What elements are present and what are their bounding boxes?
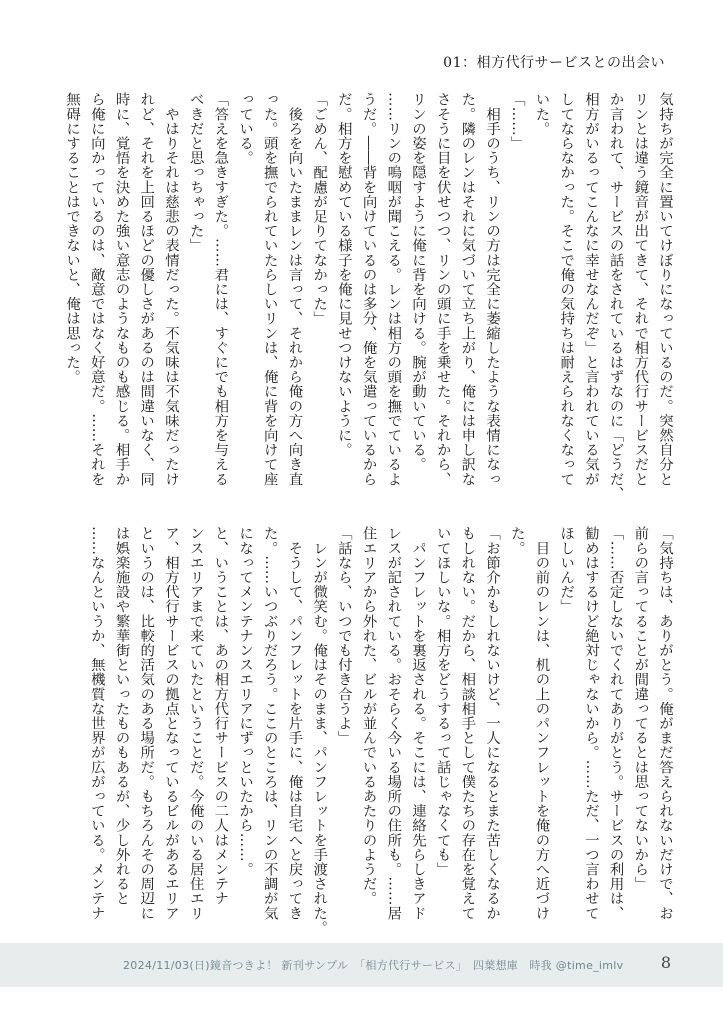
text-line: になってメンテナンスエリアにずっといたから……。 xyxy=(237,526,254,877)
text-line: と、いうことは、あの相方代行サービスの二人はメンテナ xyxy=(212,526,229,906)
text-line: 相方がいるってこんなに幸せなんだぞ」と言われている気が xyxy=(582,92,599,487)
text-line: べきだと思っちゃった」 xyxy=(187,92,204,253)
text-line: った。頭を撫でられていたらしいリンは、俺に背を向けて座 xyxy=(261,92,278,487)
text-line: いた。 xyxy=(533,92,550,136)
text-line: か言われて、サービスの話をされているはずなのに「どうだ、 xyxy=(607,92,624,501)
body-text-upper xyxy=(64,92,677,501)
text-line: は娯楽施設や繁華街といったものもあるが、少し外れると xyxy=(113,526,130,906)
text-line: ア、相方代行サービスの拠点となっているビルがあるエリア xyxy=(162,526,179,921)
footer-bar xyxy=(0,943,723,987)
text-line: だ。相方を慰めている様子を俺に見せつけないように。 xyxy=(335,92,352,457)
text-line: 無碍にすることはできないと、俺は思った。 xyxy=(64,92,81,384)
text-line: っている。 xyxy=(237,92,254,165)
text-line: 相手のうち、リンの方は完全に萎縮したような表情になっ xyxy=(484,92,501,487)
text-line: 目の前のレンは、机の上のパンフレットを俺の方へ近づけ xyxy=(533,526,550,921)
text-line: ンスエリアまで来ていたということだ。今俺のいる居住エリ xyxy=(187,526,204,921)
text-line: ほしいんだ」 xyxy=(558,526,575,614)
text-line: 気持ちが完全に置いてけぼりになっているのだ。突然自分と xyxy=(657,92,673,487)
text-line: いてほしいな。相方をどうするって話じゃなくても」 xyxy=(434,526,451,877)
text-line: してならなかった。そこで俺の気持ちは耐えられなくなって xyxy=(558,92,575,487)
text-line: 「答えを急きすぎた。……君には、すぐにでも相方を与える xyxy=(212,92,229,487)
text-line: 「気持ちは、ありがとう。俺がまだ答えられないだけで、お xyxy=(657,526,673,921)
text-line: た。 xyxy=(508,526,525,556)
text-line: 住エリアから外れた、ビルが並んでいるあたりのようだ。 xyxy=(360,526,377,906)
body-text-lower xyxy=(88,526,677,935)
text-line: うだ。――背を向けているのは多分、俺を気遣っているから xyxy=(360,92,377,487)
text-line: 「……」 xyxy=(508,92,525,151)
chapter-title: 01：相方代行サービスとの出会い xyxy=(443,55,665,71)
text-line: というのは、比較的活気のある場所だ。もちろんその周辺に xyxy=(138,526,155,921)
text-line: ……なんというか、無機質な世界が広がっている。メンテナ xyxy=(88,526,105,921)
text-line: そうして、パンフレットを片手に、俺は自宅へと戻ってき xyxy=(286,526,303,921)
text-line: 勧めはするけど絶対じゃないから。……ただ、一つ言わせて xyxy=(582,526,599,921)
text-line: レンが微笑む。俺はそのまま、パンフレットを手渡された。 xyxy=(311,526,328,935)
text-line: 「……否定しないでくれてありがとう。サービスの利用は、 xyxy=(607,526,624,921)
text-line: 「話なら、いつでも付き合うよ」 xyxy=(335,526,352,745)
text-line: た。隣のレンはそれに気づいて立ち上がり、俺には申し訳な xyxy=(459,92,476,487)
text-line: リンとは違う鏡音が出てきて、それで相方代行サービスだと xyxy=(632,92,649,487)
text-line: もしれない。だから、相談相手として僕たちの存在を覚えて xyxy=(459,526,476,921)
text-line: ら俺に向かっているのは、敵意ではなく好意だ。……それを xyxy=(88,92,105,487)
text-line: やはりそれは慈悲の表情だった。不気味は不気味だったけ xyxy=(162,92,179,487)
text-line: リンの姿を隠すように俺に背を向ける。腕が動いている。 xyxy=(409,92,426,472)
text-line: ……リンの嗚咽が聞こえる。レンは相方の頭を撫でているよ xyxy=(385,92,402,487)
text-line: パンフレットを裏返される。そこには、連絡先らしきアド xyxy=(409,526,426,921)
text-line: れど、それを上回るほどの優しさがあるのは間違いなく、同 xyxy=(138,92,155,487)
text-line: 前らの言ってることが間違ってるとは思ってないから」 xyxy=(632,526,649,891)
text-line: 「ごめん、配慮が足りてなかった」 xyxy=(311,92,328,326)
text-line: 後ろを向いたままレンは言って、それから俺の方へ向き直 xyxy=(286,92,303,487)
footer-credit: 2024/11/03(日)鏡音つきよ！ 新刊サンプル 「相方代行サービス」 四葉想庫 時我 @time_imlv xyxy=(123,959,624,972)
page-number: 8 xyxy=(660,953,671,972)
text-line: た。……いつぶりだろう。ここのところは、リンの不調が気 xyxy=(261,526,278,921)
text-line: 時に、覚悟を決めた強い意志のようなものも感じる。相手か xyxy=(113,92,130,487)
text-line: 「お節介かもしれないけど、一人になるとまた苦しくなるか xyxy=(484,526,501,921)
text-line: さそうに目を伏せつつ、リンの頭に手を乗せた。それから、 xyxy=(434,92,451,487)
text-line: レスが記されている。おそらく今いる場所の住所も。……居 xyxy=(385,526,402,921)
